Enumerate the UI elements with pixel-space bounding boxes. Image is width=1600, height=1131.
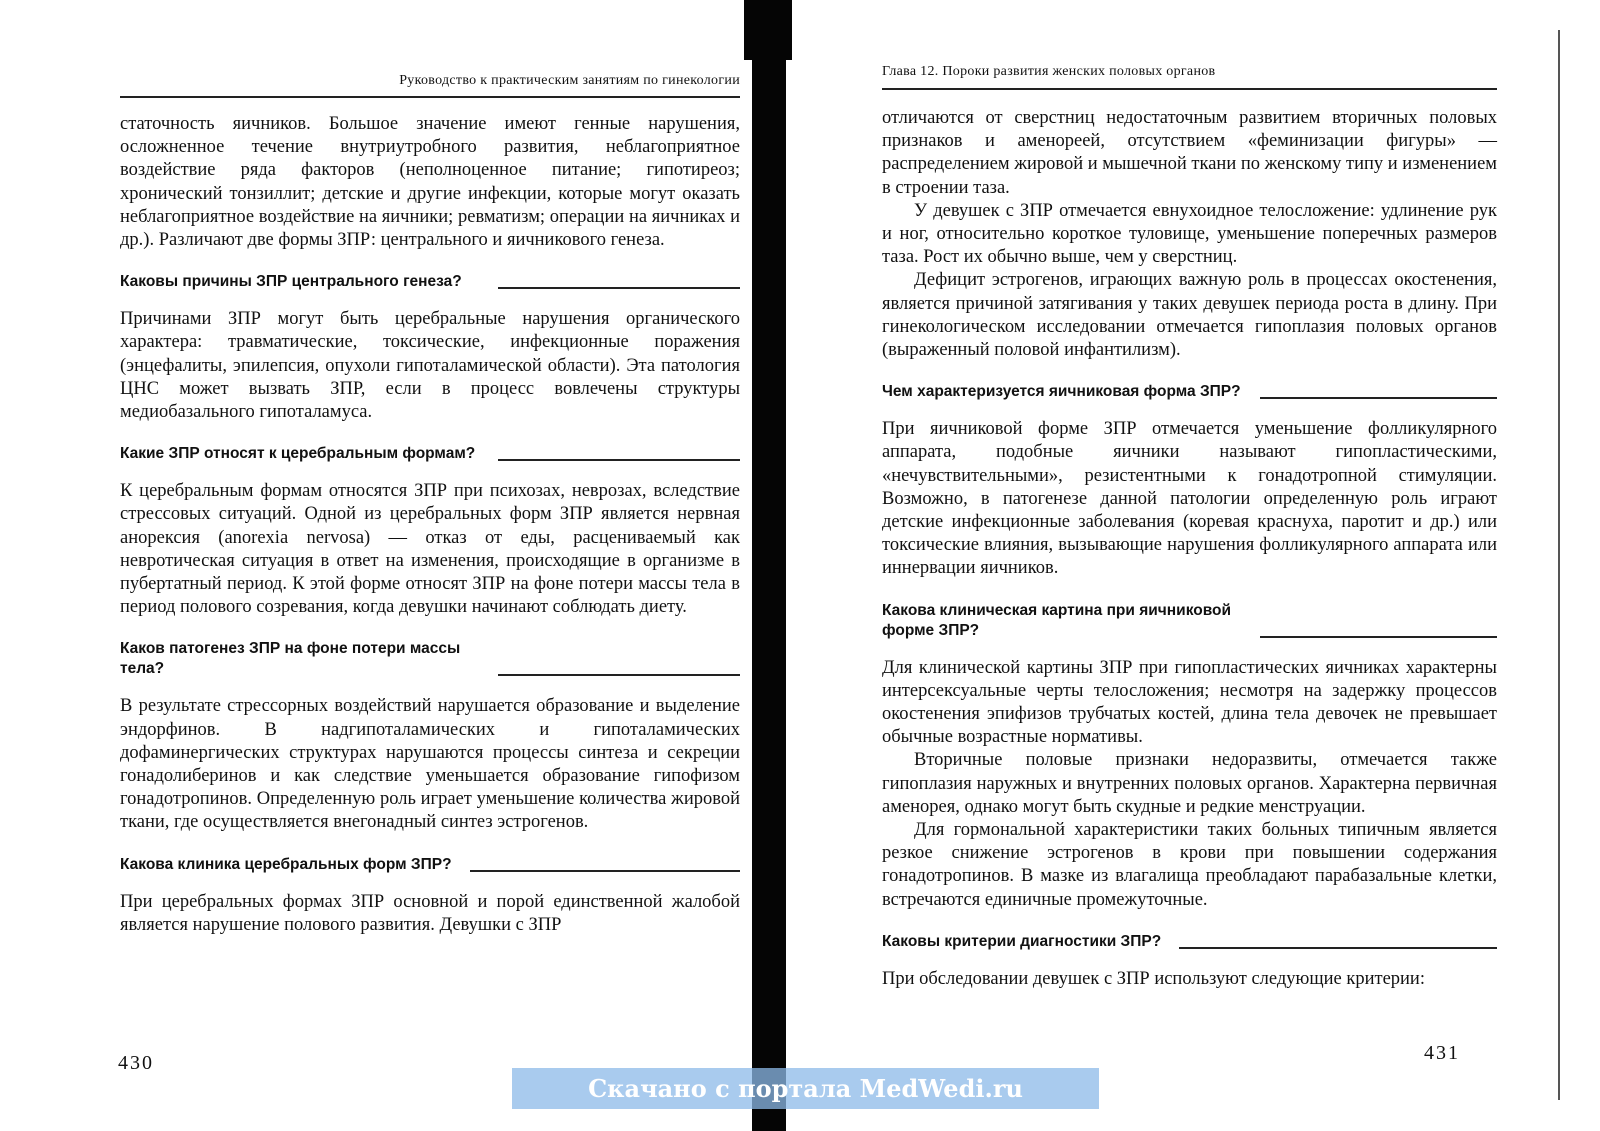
question-text: Какие ЗПР относят к церебральным формам? [120,445,476,463]
paragraph: Дефицит эстрогенов, играющих важную роль в процессах окостенения, является причиной затягивания у таких девушек периода роста в длину. При гинекологическом исследовании отмечается гипоплазия половых органов (выраженный половой инфантилизм). [882,270,1497,361]
paragraph: У девушек с ЗПР отмечается евнухоидное телосложение: удлинение рук и ног, относительно короткое туловище, уменьшение поперечных размеров таза. Рост их обычно выше, чем у сверстниц. [882,200,1497,268]
question-text: Какова клиническая картина при яичниковой форме ЗПР? [882,601,1232,639]
question-heading [882,382,1497,402]
question-heading [120,272,740,292]
question-heading [120,855,740,875]
page-number: 430 [118,1052,154,1074]
paragraph: При церебральных формах ЗПР основной и порой единственной жалобой является нарушение полового развития. Девушки с ЗПР [120,891,740,935]
question-heading [120,639,740,679]
question-heading [882,601,1497,641]
header-rule [882,88,1497,90]
paragraph: статочность яичников. Большое значение имеют генные нарушения, осложненное течение внутриутробного развития, неблагоприятное воздействие ряда факторов (неполноценное питание; гипотиреоз; хронический тонзиллит; детские и другие инфекции, которые могут оказать неблагоприятное воздействие на яичники; ревматизм; операции на яичниках и др.). Различают две формы ЗПР: центрального и яичникового генеза. [120,114,740,251]
paragraph: В результате стрессорных воздействий нарушается образование и выделение эндорфинов. В надгипоталамических и гипоталамических дофаминергических структурах нарушаются процессы синтеза и секреции гонадолиберинов и как следствие уменьшается образование гипофизом гонадотропинов. Определенную роль играет уменьшение количества жировой ткани, где осуществляется внегонадный синтез эстрогенов. [120,696,740,833]
paragraph: При яичниковой форме ЗПР отмечается уменьшение фолликулярного аппарата, подобные яичники называют гипопластическими, «нечувствительными», резистентными к гонадотропной стимуляции. Возможно, в патогенезе данной патологии определенную роль играют детские инфекционные заболевания (коревая краснуха, паротит и др.) или токсические влияния, вызывающие нарушения фолликулярного аппарата или иннервации яичников. [882,419,1497,579]
question-rule [498,674,740,676]
question-heading [882,932,1497,952]
paragraph: Причинами ЗПР могут быть церебральные нарушения органического характера: травматические, токсические, инфекционные поражения (энцефалиты, эпилепсия, опухоли гипоталамической области). Эта патология ЦНС может вызвать ЗПР, если в процесс вовлечены структуры медиобазального гипоталамуса. [120,309,740,423]
question-rule [498,287,740,289]
paragraph: Вторичные половые признаки недоразвиты, отмечается также гипоплазия наружных и внутренних половых органов. Характерна первичная аменорея, однако могут быть скудные и редкие менструации. [882,750,1497,817]
question-text: Каковы причины ЗПР центрального генеза? [120,273,462,291]
left-page [0,0,760,1131]
question-text: Какова клиника церебральных форм ЗПР? [120,855,452,873]
scan-edge [1558,30,1560,1100]
question-text: Каковы критерии диагностики ЗПР? [882,932,1162,950]
gutter-shadow-top [744,0,792,60]
question-text: Каков патогенез ЗПР на фоне потери массы тела? [120,640,461,678]
question-rule [1179,947,1497,949]
paragraph: К церебральным формам относятся ЗПР при психозах, неврозах, вследствие стрессовых ситуаций. Одной из церебральных форм ЗПР является нервная анорексия (anorexia nervosa) — отказ от еды, расцениваемый как невротическая ситуация в ответ на изменения, происходящие в организме в пубертатный период. К этой форме относят ЗПР на фоне потери массы тела в период полового созревания, когда девушки начинают соблюдать диету. [120,481,740,618]
running-header: Глава 12. Пороки развития женских половых органов [882,64,1216,79]
question-rule [470,870,740,872]
paragraph: отличаются от сверстниц недостаточным развитием вторичных половых признаков и аменореей, отсутствием «феминизации фигуры» — распределением жировой и мышечной ткани по женскому типу и изменением в строении таза. [882,108,1497,198]
right-page [810,0,1600,1131]
watermark-banner: Скачано с портала MedWedi.ru [512,1068,1099,1109]
question-text: Чем характеризуется яичниковая форма ЗПР? [882,383,1241,401]
question-rule [1260,397,1497,399]
question-rule [1260,636,1497,638]
gutter-shadow [752,0,786,1131]
running-header: Руководство к практическим занятиям по гинекологии [399,73,740,88]
text-column [120,113,740,937]
page-number: 431 [1424,1042,1460,1064]
paragraph: Для клинической картины ЗПР при гипопластических яичниках характерны интерсексуальные черты телосложения; несмотря на задержку процессов окостенения эпифизов трубчатых костей, длина тела девочек не превышает обычные возрастные нормативы. [882,657,1497,748]
question-rule [498,459,740,461]
header-rule [120,96,740,98]
text-column [882,107,1497,991]
paragraph: При обследовании девушек с ЗПР используют следующие критерии: [882,968,1425,989]
question-heading [120,444,740,464]
paragraph: Для гормональной характеристики таких больных типичным является резкое снижение эстрогенов в крови при повышении содержания гонадотропинов. В мазке из влагалища преобладают парабазальные клетки, встречаются единичные промежуточные. [882,820,1497,910]
